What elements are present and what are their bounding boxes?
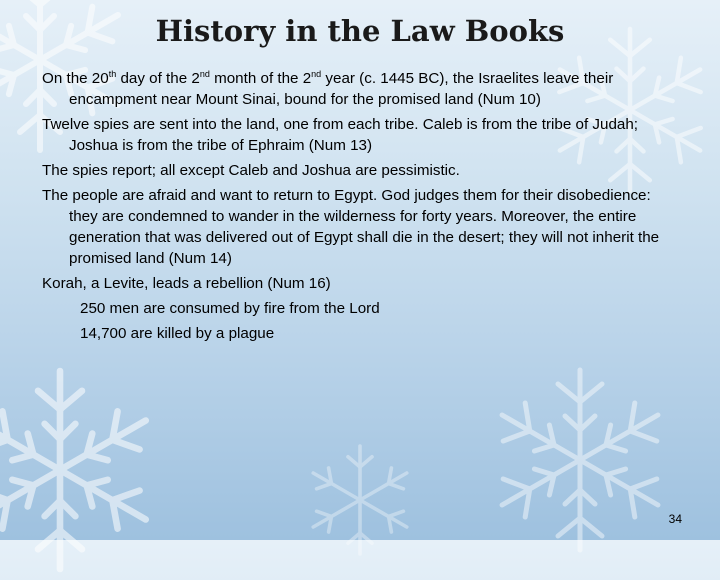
slide-body [42, 68, 682, 348]
sub-bullet: 14,700 are killed by a plague [80, 325, 275, 342]
text-run: month of the 2 [209, 70, 312, 87]
bullet-paragraph: The people are afraid and want to return to Egypt. God judges them for their disobedience: they are condemned to wander in the wilderness for forty years. Moreover, the entire generation that was delivered out of Egypt shall die in the desert; they will not inherit the promised land (Num 14) [42, 187, 660, 267]
superscript: th [108, 69, 117, 79]
bullet-paragraph: Korah, a Levite, leads a rebellion (Num 16) [42, 275, 331, 292]
sub-bullet: 250 men are consumed by fire from the Lord [80, 300, 380, 317]
snowflake-icon [480, 360, 680, 560]
text-run: year (c. 1445 BC), the Israelites leave their encampment near Mount Sinai, bound for the promised land (Num 10) [69, 70, 614, 108]
bullet-paragraph: Twelve spies are sent into the land, one from each tribe. Caleb is from the tribe of Judah; Joshua is from the tribe of Ephraim (Num 13) [42, 116, 639, 154]
text-run: day of the 2 [116, 70, 200, 87]
page-number: 34 [668, 512, 682, 526]
slide-title: History in the Law Books [155, 14, 565, 48]
snowflake-icon [0, 360, 170, 580]
bullet-paragraph [42, 68, 682, 110]
bullet-paragraph: The spies report; all except Caleb and Joshua are pessimistic. [42, 162, 460, 179]
text-run: On the 20 [42, 70, 109, 87]
superscript: nd [199, 69, 210, 79]
snowflake-icon [300, 440, 420, 560]
superscript: nd [311, 69, 322, 79]
